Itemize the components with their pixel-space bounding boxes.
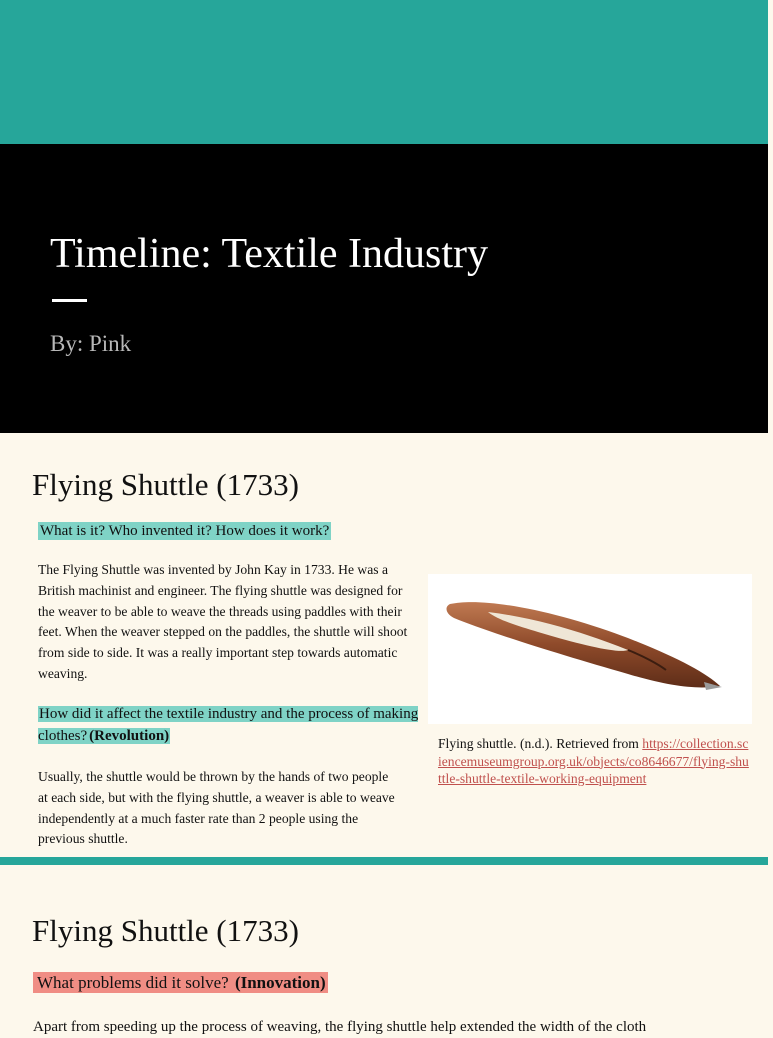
question-highlight bbox=[33, 972, 328, 993]
source-link[interactable]: https://collection.sciencemuseumgroup.org.uk/objects/co8646677/flying-shuttle-shuttle-textile-working-equipment bbox=[438, 736, 749, 787]
question-problems-text: What problems did it solve? bbox=[37, 973, 229, 992]
flying-shuttle-image bbox=[428, 574, 752, 724]
flying-shuttle-icon bbox=[428, 574, 752, 724]
innovation-paragraph: Apart from speeding up the process of weaving, the flying shuttle help extended the width of the cloth bbox=[33, 1019, 647, 1035]
slide-divider bbox=[0, 857, 768, 865]
invention-paragraph: The Flying Shuttle was invented by John Kay in 1733. He was a British machinist and engineer. The flying shuttle was designed for the weaver to be able to weave the threads using paddles with their feet. When the weaver stepped on the paddles, the shuttle will shoot from side to side. It was a really important step towards automatic weaving. bbox=[38, 562, 408, 681]
teal-header-band bbox=[0, 0, 768, 144]
caption-citation: Flying shuttle. (n.d.). Retrieved from bbox=[438, 736, 639, 751]
slide-title: Timeline: Textile Industry bbox=[50, 231, 489, 277]
revolution-label: (Revolution) bbox=[89, 728, 170, 744]
title-slide bbox=[0, 0, 768, 433]
question-problems bbox=[33, 971, 328, 995]
question-highlight: What is it? Who invented it? How does it work? bbox=[40, 523, 330, 539]
flying-shuttle-slide bbox=[0, 433, 768, 857]
slide-heading: Flying Shuttle (1733) bbox=[32, 467, 299, 502]
question-effect bbox=[38, 703, 422, 747]
question-what-is-it bbox=[38, 521, 331, 542]
effect-paragraph: Usually, the shuttle would be thrown by the hands of two people at each side, but with the flying shuttle, a weaver is able to weave independently at a much faster rate than 2 people using the previous shuttle. bbox=[38, 769, 395, 847]
image-caption bbox=[438, 735, 750, 788]
question-effect-text: How did it affect the textile industry and the process of making clothes? bbox=[38, 706, 419, 744]
flying-shuttle-innovation-slide bbox=[0, 865, 768, 1035]
title-underline bbox=[52, 299, 87, 302]
slide-heading: Flying Shuttle (1733) bbox=[32, 913, 299, 948]
innovation-label: (Innovation) bbox=[234, 973, 326, 992]
author-byline: By: Pink bbox=[50, 331, 132, 356]
